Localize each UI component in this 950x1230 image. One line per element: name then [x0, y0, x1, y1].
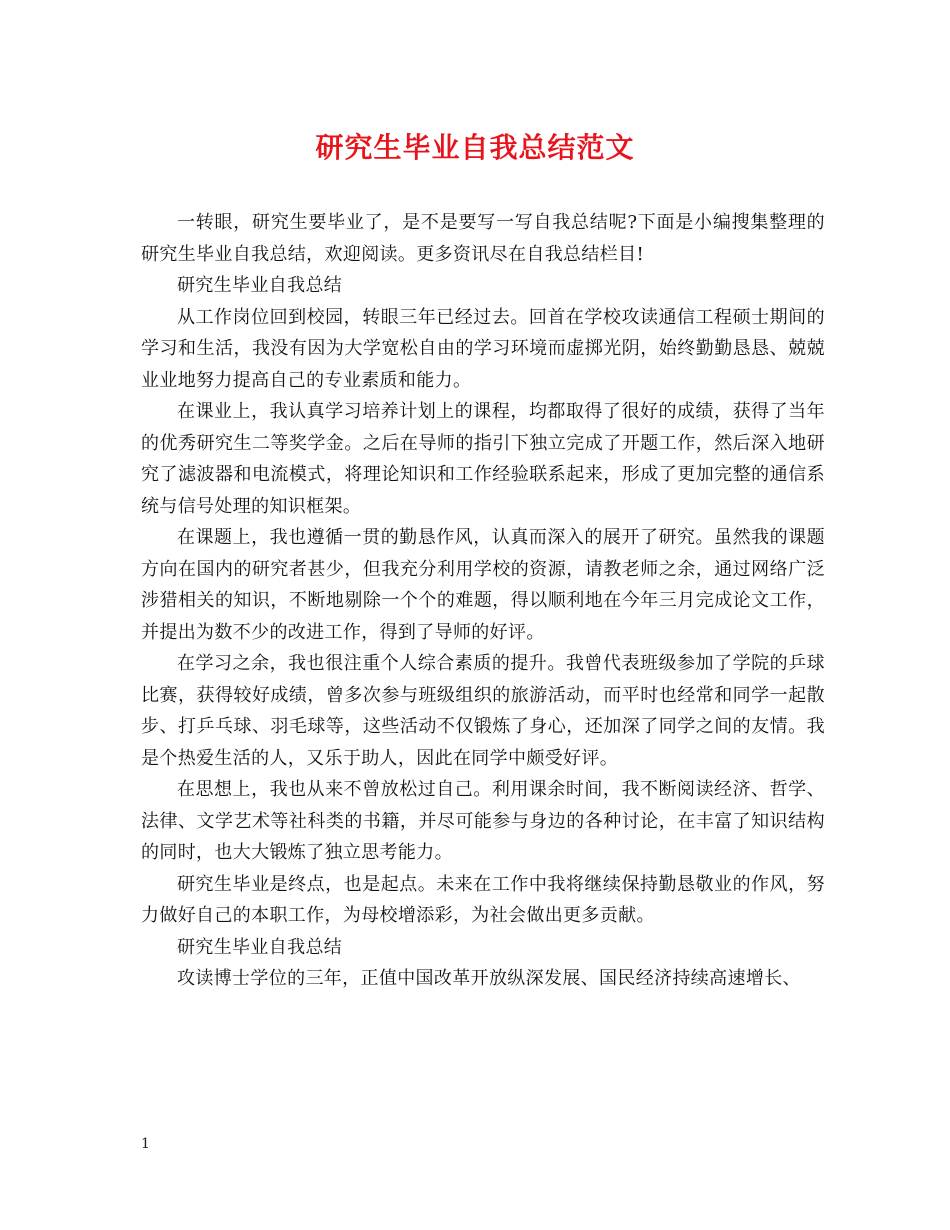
paragraph: 在学习之余，我也很注重个人综合素质的提升。我曾代表班级参加了学院的乒球比赛，获得较好成绩，曾多次参与班级组织的旅游活动，而平时也经常和同学一起散步、打乒乓球、羽毛球等，这些活动不仅锻炼了身心，还加深了同学之间的友情。我是个热爱生活的人，又乐于助人，因此在同学中颇受好评。 — [141, 653, 825, 769]
paragraph: 在思想上，我也从来不曾放松过自己。利用课余时间，我不断阅读经济、哲学、法律、文学艺术等社科类的书籍，并尽可能参与身边的各种讨论，在丰富了知识结构的同时，也大大锻炼了独立思考能力。 — [141, 779, 825, 863]
document-body — [141, 207, 825, 995]
paragraph: 在课业上，我认真学习培养计划上的课程，均都取得了很好的成绩，获得了当年的优秀研究生二等奖学金。之后在导师的指引下独立完成了开题工作，然后深入地研究了滤波器和电流模式，将理论知识和工作经验联系起来，形成了更加完整的通信系统与信号处理的知识框架。 — [141, 401, 825, 517]
paragraph: 攻读博士学位的三年，正值中国改革开放纵深发展、国民经济持续高速增长、 — [177, 968, 801, 989]
paragraph: 在课题上，我也遵循一贯的勤恳作风，认真而深入的展开了研究。虽然我的课题方向在国内的研究者甚少，但我充分利用学校的资源，请教老师之余，通过网络广泛涉猎相关的知识，不断地剔除一个个的难题，得以顺利地在今年三月完成论文工作，并提出为数不少的改进工作，得到了导师的好评。 — [141, 527, 825, 643]
paragraph-intro: 一转眼，研究生要毕业了，是不是要写一写自我总结呢?下面是小编搜集整理的研究生毕业自我总结，欢迎阅读。更多资讯尽在自我总结栏目! — [141, 212, 825, 265]
paragraph: 研究生毕业是终点，也是起点。未来在工作中我将继续保持勤恳敬业的作风，努力做好自己的本职工作，为母校增添彩，为社会做出更多贡献。 — [141, 873, 825, 926]
section-heading: 研究生毕业自我总结 — [177, 936, 343, 958]
paragraph: 从工作岗位回到校园，转眼三年已经过去。回首在学校攻读通信工程硕士期间的学习和生活，我没有因为大学宽松自由的学习环境而虚掷光阴，始终勤勤恳恳、兢兢业业地努力提高自己的专业素质和能力。 — [141, 306, 825, 391]
page-number: 1 — [141, 1136, 150, 1152]
section-heading: 研究生毕业自我总结 — [177, 275, 343, 296]
document-title: 研究生毕业自我总结范文 — [315, 131, 635, 164]
